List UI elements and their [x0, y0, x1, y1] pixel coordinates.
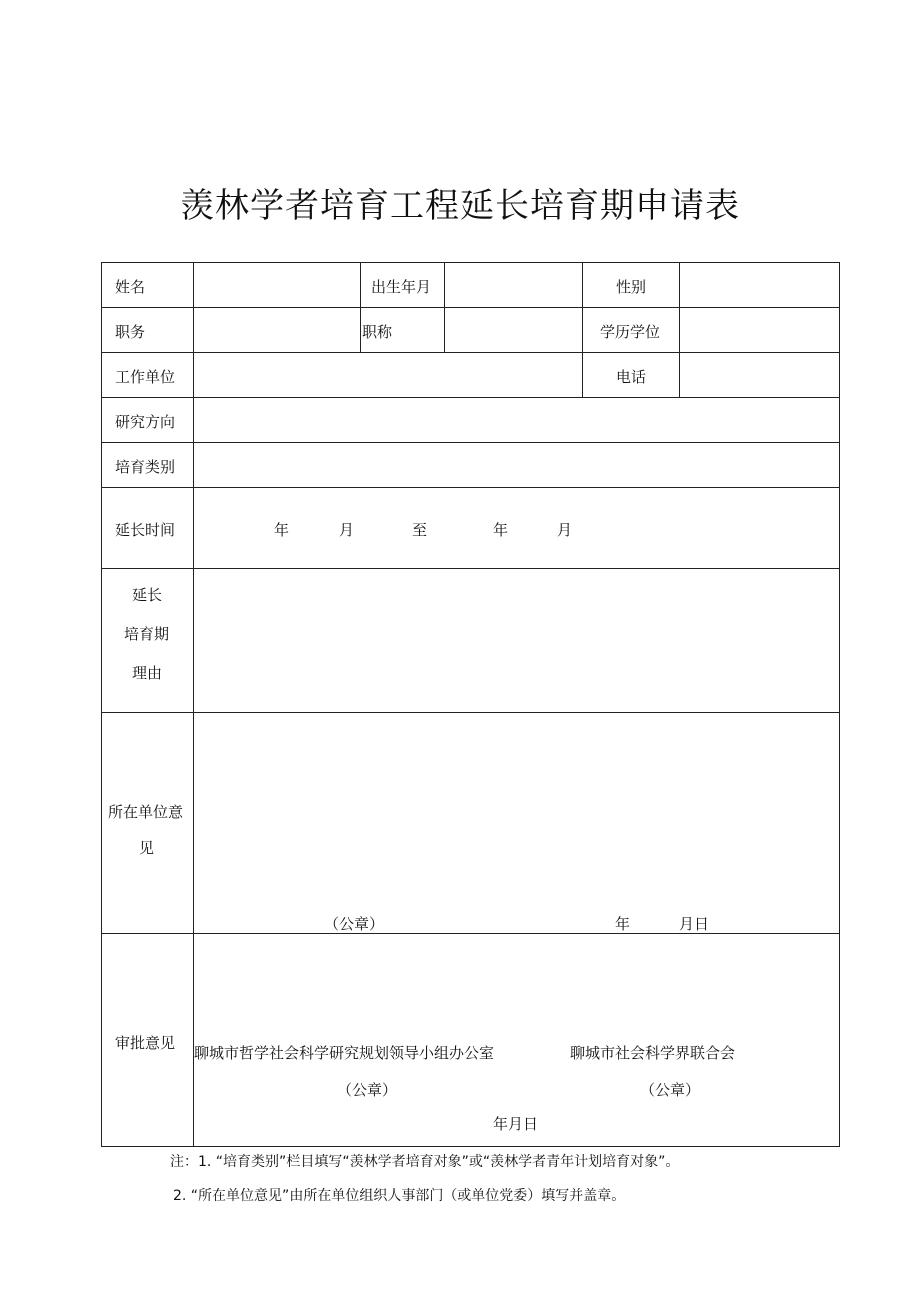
- degree-field[interactable]: [679, 307, 840, 353]
- name-field[interactable]: [193, 262, 361, 308]
- position-label: 职务: [115, 323, 146, 341]
- extend-year-from: 年: [274, 521, 290, 539]
- gender-field[interactable]: [679, 262, 840, 308]
- title-field[interactable]: [444, 307, 583, 353]
- birth-label: 出生年月: [371, 278, 432, 296]
- extend-label: 延长时间: [115, 521, 176, 539]
- unit-opinion-label-cell: [101, 712, 194, 934]
- footnote-2: 2. “所在单位意见”由所在单位组织人事部门（或单位党委）填写并盖章。: [173, 1188, 626, 1204]
- extend-to: 至: [412, 521, 428, 539]
- category-label: 培育类别: [115, 458, 176, 476]
- unit-opinion-label-line1: 所在单位意: [108, 803, 184, 821]
- reason-label-line3: 理由: [132, 664, 163, 682]
- degree-label: 学历学位: [600, 323, 661, 341]
- unit-opinion-label-line2: 见: [139, 839, 155, 857]
- unit-date-month-day: 月日: [679, 915, 710, 933]
- approval-label: 审批意见: [115, 1034, 176, 1052]
- extend-month-from: 月: [339, 521, 355, 539]
- approval-date: 年月日: [493, 1115, 539, 1133]
- unit-opinion-field[interactable]: [193, 712, 840, 934]
- approval-federation: 聊城市社会科学界联合会: [570, 1044, 736, 1062]
- footnote-1: 注：1. “培育类别”栏目填写“羡林学者培育对象”或“羡林学者青年计划培育对象”。: [170, 1154, 680, 1170]
- application-form: [101, 262, 840, 1147]
- unit-date-year: 年: [615, 915, 631, 933]
- position-field[interactable]: [193, 307, 361, 353]
- birth-field[interactable]: [444, 262, 583, 308]
- extend-period-field[interactable]: [193, 487, 840, 569]
- gender-label: 性别: [616, 278, 647, 296]
- approval-seal-right: （公章）: [640, 1081, 701, 1099]
- unit-label: 工作单位: [115, 368, 176, 386]
- research-label: 研究方向: [115, 413, 176, 431]
- page-title: 羡林学者培育工程延长培育期申请表: [180, 186, 740, 226]
- approval-office: 聊城市哲学社会科学研究规划领导小组办公室: [194, 1044, 495, 1062]
- reason-label-line1: 延长: [132, 586, 163, 604]
- phone-field[interactable]: [679, 352, 840, 398]
- title-label: 职称: [362, 323, 393, 341]
- extend-month-to: 月: [557, 521, 573, 539]
- phone-label: 电话: [616, 368, 647, 386]
- approval-seal-left: （公章）: [337, 1081, 398, 1099]
- unit-field[interactable]: [193, 352, 583, 398]
- research-field[interactable]: [193, 397, 840, 443]
- extend-year-to: 年: [493, 521, 509, 539]
- reason-label-line2: 培育期: [124, 625, 170, 643]
- unit-seal: （公章）: [324, 915, 385, 933]
- reason-field[interactable]: [193, 568, 840, 713]
- category-field[interactable]: [193, 442, 840, 488]
- name-label: 姓名: [115, 278, 146, 296]
